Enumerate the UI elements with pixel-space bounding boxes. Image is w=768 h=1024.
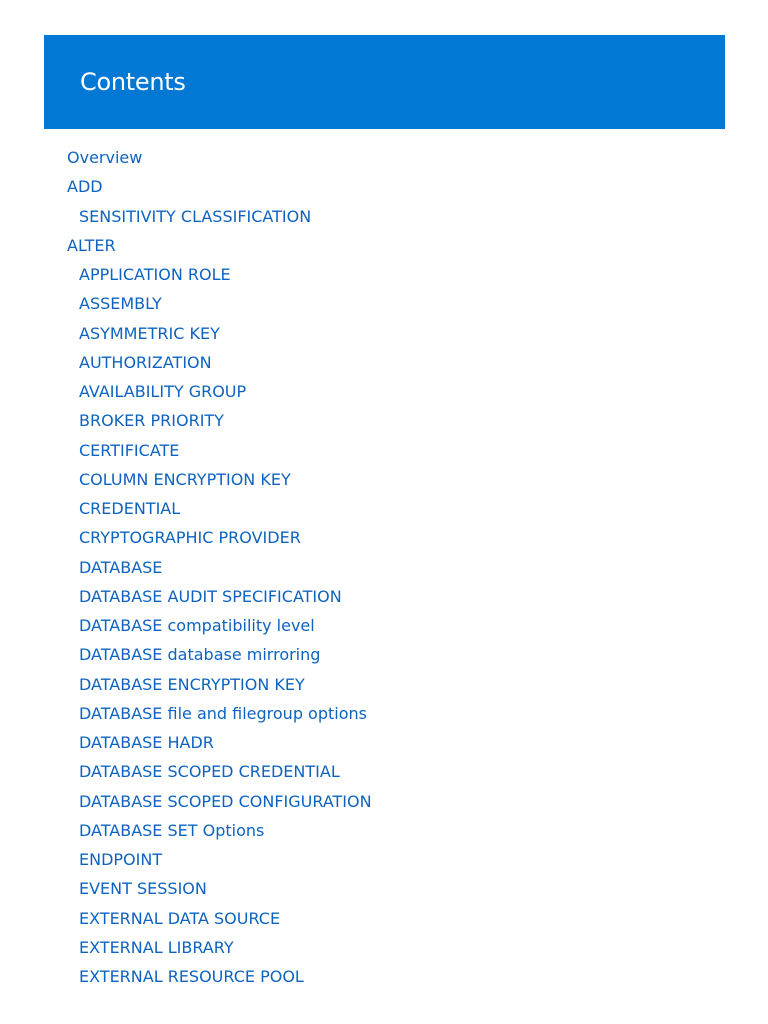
toc-link[interactable]: APPLICATION ROLE	[79, 265, 231, 284]
toc-link[interactable]: CERTIFICATE	[79, 440, 180, 460]
toc-link[interactable]: ADD	[67, 177, 103, 197]
toc-link[interactable]: DATABASE file and filegroup options	[79, 703, 367, 723]
toc-link[interactable]: COLUMN ENCRYPTION KEY	[79, 469, 291, 489]
toc-link[interactable]: EVENT SESSION	[79, 879, 207, 899]
toc-link[interactable]: CREDENTIAL	[79, 499, 181, 518]
contents-header	[44, 35, 725, 129]
toc-link[interactable]: DATABASE SET Options	[79, 820, 265, 840]
page-title: Contents	[80, 68, 186, 96]
toc-link[interactable]: CRYPTOGRAPHIC PROVIDER	[79, 528, 301, 548]
toc-link[interactable]: EXTERNAL RESOURCE POOL	[79, 967, 304, 986]
toc-link[interactable]: AUTHORIZATION	[79, 352, 212, 372]
toc-link[interactable]: Overview	[67, 148, 143, 167]
toc-link[interactable]: DATABASE compatibility level	[79, 616, 315, 635]
toc-link[interactable]: SENSITIVITY CLASSIFICATION	[79, 206, 312, 226]
toc-link[interactable]: BROKER PRIORITY	[79, 411, 224, 431]
toc-link[interactable]: DATABASE HADR	[79, 733, 214, 752]
toc-link[interactable]: ENDPOINT	[79, 850, 163, 869]
toc-link[interactable]: DATABASE	[79, 557, 163, 577]
toc-link[interactable]: EXTERNAL LIBRARY	[79, 937, 234, 957]
toc-link[interactable]: DATABASE AUDIT SPECIFICATION	[79, 586, 342, 606]
toc-link[interactable]: DATABASE database mirroring	[79, 645, 321, 665]
table-of-contents	[0, 143, 768, 991]
toc-link[interactable]: AVAILABILITY GROUP	[79, 382, 247, 401]
toc-link[interactable]: ASSEMBLY	[79, 294, 162, 314]
toc-link[interactable]: DATABASE SCOPED CONFIGURATION	[79, 791, 372, 811]
toc-link[interactable]: DATABASE ENCRYPTION KEY	[79, 674, 305, 694]
toc-link[interactable]: ALTER	[67, 235, 116, 255]
toc-link[interactable]: EXTERNAL DATA SOURCE	[79, 908, 281, 928]
toc-link[interactable]: ASYMMETRIC KEY	[79, 323, 220, 343]
toc-link[interactable]: DATABASE SCOPED CREDENTIAL	[79, 762, 340, 782]
